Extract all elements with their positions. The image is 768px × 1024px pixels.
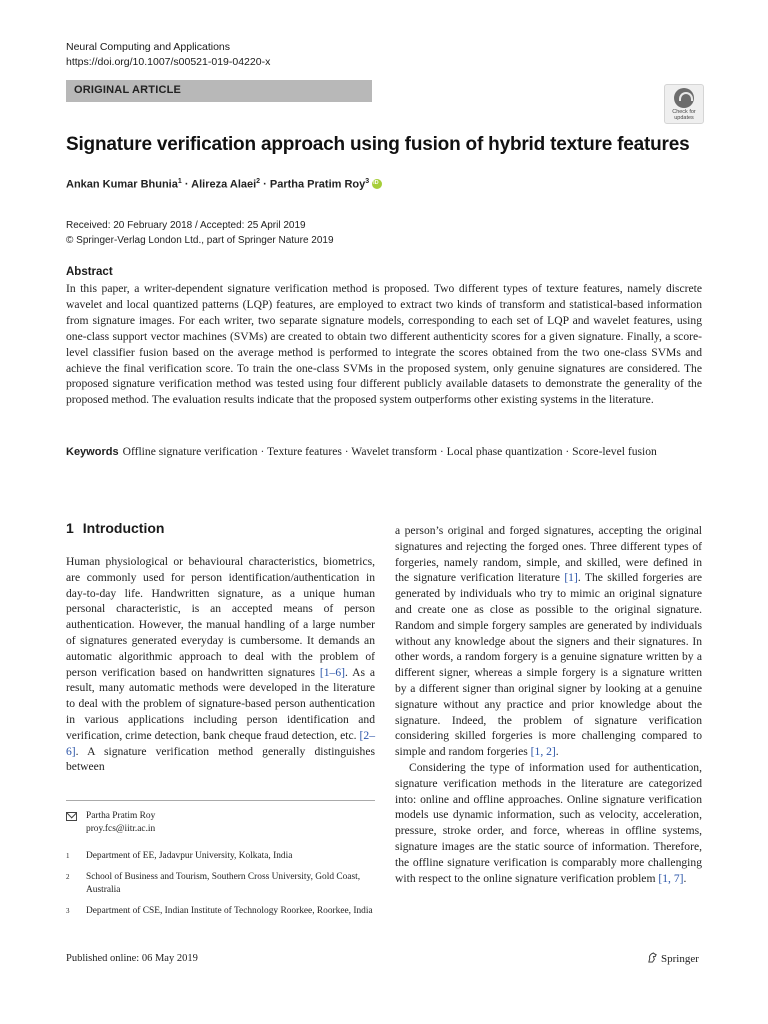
- affiliation-mark: 2: [66, 873, 70, 881]
- keywords-list: Offline signature verification · Texture features · Wavelet transform · Local phase quantization · Score-level fusion: [122, 445, 657, 458]
- affiliation-mark: 1: [66, 852, 70, 860]
- publisher-logo: [647, 952, 699, 965]
- check-for-updates-line1: Check for: [672, 109, 696, 115]
- affiliation-item: [66, 850, 375, 863]
- affiliation-text: School of Business and Tourism, Southern Cross University, Gold Coast, Australia: [86, 872, 361, 895]
- section-title: Introduction: [82, 520, 165, 536]
- copyright-line: © Springer-Verlag London Ltd., part of Springer Nature 2019: [66, 235, 334, 246]
- affiliation-item: [66, 871, 375, 897]
- abstract-heading: Abstract: [66, 266, 113, 278]
- intro-right-column: [395, 523, 702, 886]
- check-for-updates-line2: updates: [674, 115, 694, 121]
- body-text: a person’s original and forged signatures, accepting the original signatures and rejecting the forged ones. Three different types of forgeries, namely random, simple, and skilled, were defined in the signature verification literature: [395, 524, 702, 585]
- body-text: Human physiological or behavioural characteristics, biometrics, are commonly used for person identification/authentication in day-to-day life. Handwritten signature, as a unique human personal characteristic, is an accepted means of person authentication. However, the manual handling of a large number of signatures generated everyday is cumbersome. It demands an automatic algorithmic approach to deal with the problem of person verification based on handwritten signatures: [66, 555, 375, 679]
- article-type-badge: [66, 80, 372, 102]
- section-heading: [66, 520, 164, 536]
- corresponding-author-email[interactable]: proy.fcs@iitr.ac.in: [86, 824, 156, 834]
- citation-link[interactable]: [1]: [564, 571, 578, 585]
- orcid-icon[interactable]: [372, 179, 382, 189]
- intro-left-column: [66, 554, 375, 775]
- intro-paragraph: [66, 554, 375, 775]
- intro-paragraph: [395, 760, 702, 886]
- keywords: [66, 444, 706, 460]
- keywords-heading: Keywords: [66, 446, 119, 458]
- received-accepted-dates: Received: 20 February 2018 / Accepted: 25 April 2019: [66, 220, 306, 231]
- affiliation-text: Department of EE, Jadavpur University, Kolkata, India: [86, 851, 293, 861]
- affiliation-item: [66, 905, 375, 918]
- body-text: . As a result, many automatic methods were developed in the literature to deal with the problem of signature-based person authentication in various applications including person identification and verification, crime detection, bank cheque fraud detection, etc.: [66, 665, 375, 742]
- paper-title: Signature verification approach using fusion of hybrid texture features: [66, 134, 690, 155]
- author-name[interactable]: Ankan Kumar Bhunia: [66, 178, 178, 191]
- journal-name: Neural Computing and Applications: [66, 41, 231, 53]
- author-affiliation-mark: 3: [365, 178, 370, 185]
- body-text: .: [683, 871, 687, 885]
- body-text: Considering the type of information used for authentication, signature verification methods in the literature are categorized into: online and offline approaches. Online signature verification models use dynamic information, such as velocity, acceleration, pressure, stroke order, and force, whereas in offline systems, signature images are the static source of information. Therefore, the offline signature verification is comparably more challenging with respect to the online signature verification problem: [395, 760, 702, 885]
- author-affiliation-mark: 2: [256, 178, 261, 185]
- author-list: [66, 178, 382, 191]
- citation-link[interactable]: [1–6]: [319, 665, 345, 679]
- journal-header: [66, 40, 270, 70]
- corresponding-author-name: Partha Pratim Roy: [86, 811, 156, 821]
- abstract-text: In this paper, a writer-dependent signature verification method is proposed. Two different types of texture features, namely discrete wavelet and local quantized patterns (LQP) features, are employed to extract two kinds of transform and statistical-based information from signature images. For each writer, two separate signature models, corresponding to each set of LQP and wavelet features, using one-class support vector machines (SVMs) are created to obtain two different authenticity scores for a given signature. Finally, a score-level classifier fusion based on the average method is performed to integrate the scores obtained from the two one-class SVMs and achieve the final verification score. To train the one-class SVMs in the proposed system, only genuine signatures are considered. The proposed signature verification method was tested using four different publicly available datasets to demonstrate the generality of the proposed method. The evaluation results indicate that the proposed system outperforms other existing systems in the literature.: [66, 282, 702, 407]
- footnote-divider: [66, 800, 375, 801]
- mail-icon: [66, 812, 77, 821]
- doi-link[interactable]: https://doi.org/10.1007/s00521-019-04220-x: [66, 56, 271, 68]
- check-for-updates-button[interactable]: [664, 84, 704, 124]
- check-for-updates-icon: [674, 88, 694, 108]
- section-number: 1: [66, 520, 74, 536]
- corresponding-author: [66, 810, 375, 836]
- author-separator: ·: [184, 178, 189, 191]
- publisher-name: Springer: [661, 953, 699, 965]
- author-name[interactable]: Partha Pratim Roy: [269, 178, 366, 191]
- author-name[interactable]: Alireza Alaei: [191, 178, 257, 191]
- springer-horse-icon: [647, 952, 658, 963]
- author-separator: ·: [263, 178, 267, 191]
- affiliation-text: Department of CSE, Indian Institute of Technology Roorkee, Roorkee, India: [86, 906, 373, 916]
- citation-link[interactable]: [1, 7]: [658, 871, 684, 885]
- body-text: . The skilled forgeries are generated by individuals who try to mimic an original signature and create one as close as possible to the original signature. Random and simple forgery samples are generated by individuals without any knowledge about the signers and their signatures. In other words, a random forgery is a genuine signature written by a different signer, whereas a simple forgery is a signature written by a different signer than original signer by looking at a genuine signature without any practice and prior knowledge about the signature. Indeed, the problem of signature verification considering skilled forgeries is more challenging compared to simple and random forgeries: [395, 571, 702, 759]
- body-text: .: [555, 745, 559, 759]
- article-type-label: ORIGINAL ARTICLE: [74, 84, 182, 96]
- published-online-date: Published online: 06 May 2019: [66, 953, 198, 964]
- citation-link[interactable]: [2–6]: [66, 728, 375, 758]
- citation-link[interactable]: [1, 2]: [530, 745, 556, 759]
- footnotes: [66, 810, 375, 918]
- intro-paragraph: [395, 523, 702, 760]
- body-text: . A signature verification method generally distinguishes between: [66, 744, 375, 774]
- author-affiliation-mark: 1: [177, 178, 182, 185]
- affiliation-mark: 3: [66, 907, 70, 915]
- article-dates: [66, 218, 334, 248]
